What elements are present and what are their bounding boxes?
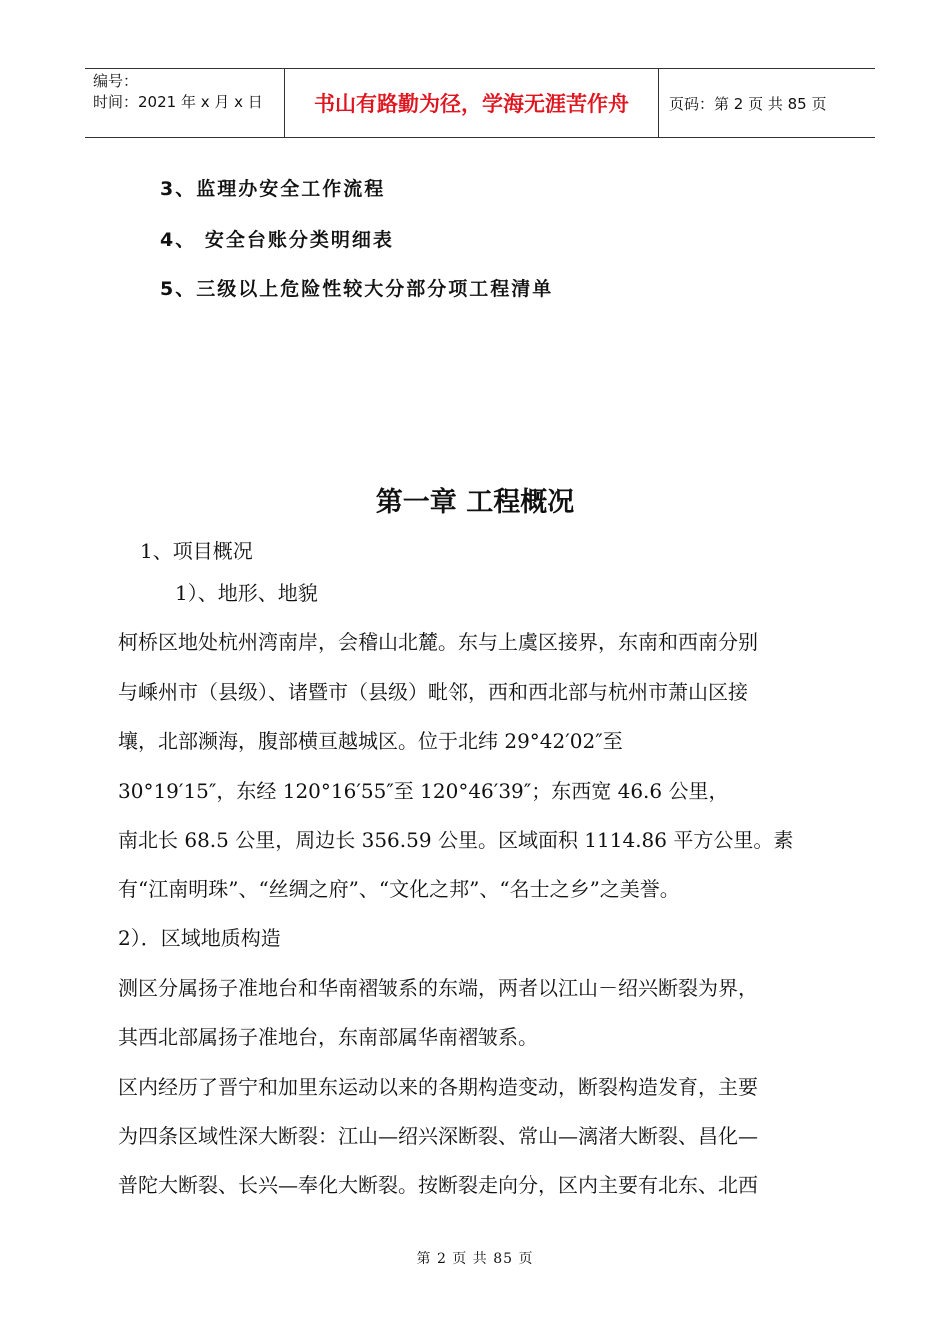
body-line: 为四条区域性深大断裂：江山—绍兴深断裂、常山—漓渚大断裂、昌化— bbox=[118, 1124, 758, 1148]
body-line: 其西北部属扬子准地台，东南部属华南褶皱系。 bbox=[118, 1025, 538, 1049]
subsection-heading: 2）．区域地质构造 bbox=[118, 926, 281, 950]
body-line: 柯桥区地处杭州湾南岸，会稽山北麓。东与上虞区接界，东南和西南分别 bbox=[118, 630, 758, 654]
toc-item: 3、监理办安全工作流程 bbox=[160, 178, 386, 200]
body-line: 区内经历了晋宁和加里东运动以来的各期构造变动，断裂构造发育，主要 bbox=[118, 1075, 758, 1099]
page-header bbox=[85, 68, 875, 138]
header-page-info: 页码：第 2 页 共 85 页 bbox=[669, 94, 827, 113]
header-motto: 书山有路勤为径，学海无涯苦作舟 bbox=[285, 69, 659, 137]
body-line: 南北长 68.5 公里，周边长 356.59 公里。区域面积 1114.86 平方公里。素 bbox=[118, 828, 794, 852]
section-heading: 1、项目概况 bbox=[140, 539, 253, 563]
subsection-heading: 1）、地形、地貌 bbox=[175, 581, 318, 605]
body-line: 30°19′15″，东经 120°16′55″至 120°46′39″；东西宽 46.6 公里， bbox=[118, 779, 729, 803]
time-label: 时间：2021 年 x 月 x 日 bbox=[93, 93, 263, 111]
body-line: 普陀大断裂、长兴—奉化大断裂。按断裂走向分，区内主要有北东、北西 bbox=[118, 1173, 758, 1197]
number-label: 编号： bbox=[93, 72, 139, 90]
body-line: 与嵊州市（县级）、诸暨市（县级）毗邻，西和西北部与杭州市萧山区接 bbox=[118, 680, 748, 704]
body-line: 壤，北部濒海，腹部横亘越城区。位于北纬 29°42′02″至 bbox=[118, 729, 623, 753]
toc-item: 5、三级以上危险性较大分部分项工程清单 bbox=[160, 278, 554, 300]
body-line: 测区分属扬子准地台和华南褶皱系的东端，两者以江山－绍兴断裂为界， bbox=[118, 976, 758, 1000]
header-meta bbox=[85, 69, 285, 137]
chapter-title: 第一章 工程概况 bbox=[375, 487, 575, 518]
page-footer: 第 2 页 共 85 页 bbox=[416, 1251, 534, 1267]
body-line: 有“江南明珠”、“丝绸之府”、“文化之邦”、“名士之乡”之美誉。 bbox=[118, 877, 680, 901]
toc-item: 4、 安全台账分类明细表 bbox=[160, 229, 394, 251]
